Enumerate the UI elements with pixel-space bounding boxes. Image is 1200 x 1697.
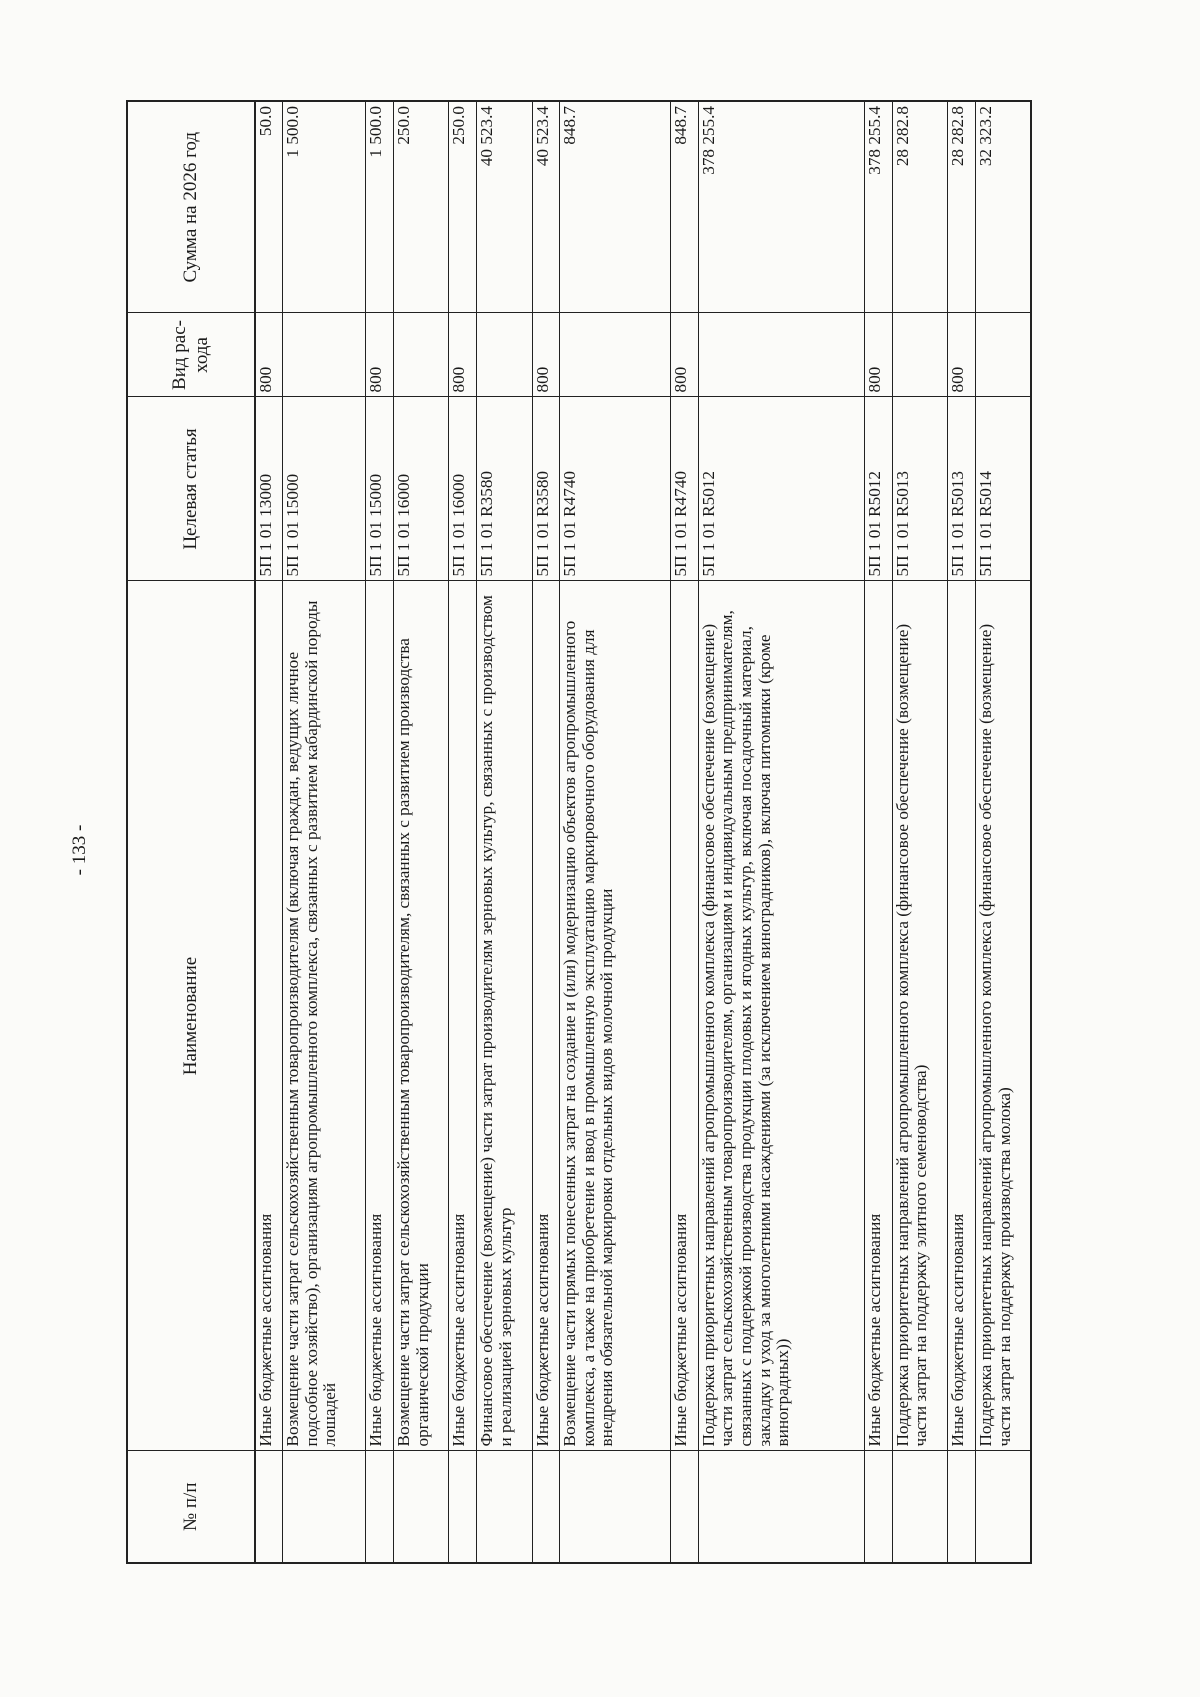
row-num-cell	[865, 1451, 893, 1563]
row-code-cell: 5П 1 01 R3580	[477, 397, 532, 581]
row-code-cell: 5П 1 01 R5014	[975, 397, 1031, 581]
row-name-cell: Поддержка приоритетных направлений агропромышленного комплекса (финансовое обеспечение (возмещение) части затрат на поддержку производства молока)	[975, 581, 1031, 1451]
table-row	[560, 101, 671, 1563]
table-row	[477, 101, 532, 1563]
row-num-cell	[283, 1451, 366, 1563]
row-vid-cell: 800	[948, 313, 976, 397]
row-num-cell	[975, 1451, 1031, 1563]
row-name-cell: Иные бюджетные ассигнования	[449, 581, 477, 1451]
row-sum-cell: 1 500.0	[283, 101, 366, 313]
table-row	[283, 101, 366, 1563]
col-header-name: Наименование	[127, 581, 255, 1451]
row-sum-cell: 848.7	[560, 101, 671, 313]
row-num-cell	[449, 1451, 477, 1563]
row-vid-cell: 800	[255, 313, 283, 397]
row-num-cell	[698, 1451, 864, 1563]
row-vid-cell	[975, 313, 1031, 397]
col-header-sum: Сумма на 2026 год	[127, 101, 255, 313]
table-body	[255, 101, 1031, 1563]
row-num-cell	[671, 1451, 699, 1563]
row-code-cell: 5П 1 01 R4740	[671, 397, 699, 581]
row-sum-cell: 848.7	[671, 101, 699, 313]
row-name-cell: Возмещение части затрат сельскохозяйственным товаропроизводителям, связанных с развитием производства органической продукции	[394, 581, 449, 1451]
row-vid-cell: 800	[532, 313, 560, 397]
row-vid-cell: 800	[449, 313, 477, 397]
row-sum-cell: 28 282.8	[948, 101, 976, 313]
row-vid-cell: 800	[671, 313, 699, 397]
row-name-cell: Возмещение части прямых понесенных затрат на создание и (или) модернизацию объектов агропромышленного комплекса, а также на приобретение и ввод в промышленную эксплуатацию маркировочного оборудования для внедрения обязательной маркировки отдельных видов молочной продукции	[560, 581, 671, 1451]
row-num-cell	[477, 1451, 532, 1563]
row-name-cell: Иные бюджетные ассигнования	[671, 581, 699, 1451]
table-row	[449, 101, 477, 1563]
row-name-cell: Иные бюджетные ассигнования	[865, 581, 893, 1451]
row-name-cell: Иные бюджетные ассигнования	[255, 581, 283, 1451]
row-name-cell: Финансовое обеспечение (возмещение) части затрат производителям зерновых культур, связанных с производством и реализацией зерновых культур	[477, 581, 532, 1451]
row-code-cell: 5П 1 01 16000	[449, 397, 477, 581]
table-row	[255, 101, 283, 1563]
col-header-num: № п/п	[127, 1451, 255, 1563]
table-row	[948, 101, 976, 1563]
row-num-cell	[255, 1451, 283, 1563]
row-vid-cell: 800	[865, 313, 893, 397]
col-header-code: Целевая статья	[127, 397, 255, 581]
row-code-cell: 5П 1 01 R4740	[560, 397, 671, 581]
table-row	[698, 101, 864, 1563]
row-name-cell: Поддержка приоритетных направлений агропромышленного комплекса (финансовое обеспечение (возмещение) части затрат сельскохозяйственным товаропроизводителям, организациям и индивидуальным предпринимателям, связанных с поддержкой производства продукции плодовых и ягодных культур, включая посадочный материал, закладку и уход за многолетними насаждениями (за исключением виноградников), включая питомники (кроме виноградных))	[698, 581, 864, 1451]
row-code-cell: 5П 1 01 15000	[366, 397, 394, 581]
row-sum-cell: 40 523.4	[532, 101, 560, 313]
page-number: - 133 -	[69, 824, 90, 876]
row-vid-cell	[698, 313, 864, 397]
row-num-cell	[560, 1451, 671, 1563]
row-vid-cell	[283, 313, 366, 397]
row-code-cell: 5П 1 01 R5013	[892, 397, 947, 581]
row-sum-cell: 1 500.0	[366, 101, 394, 313]
row-code-cell: 5П 1 01 R3580	[532, 397, 560, 581]
row-name-cell: Иные бюджетные ассигнования	[532, 581, 560, 1451]
row-name-cell: Поддержка приоритетных направлений агропромышленного комплекса (финансовое обеспечение (возмещение) части затрат на поддержку элитного семеноводства)	[892, 581, 947, 1451]
row-code-cell: 5П 1 01 R5012	[865, 397, 893, 581]
budget-table	[126, 100, 1032, 1564]
row-num-cell	[892, 1451, 947, 1563]
row-code-cell: 5П 1 01 13000	[255, 397, 283, 581]
row-sum-cell: 378 255.4	[698, 101, 864, 313]
row-num-cell	[532, 1451, 560, 1563]
row-sum-cell: 250.0	[394, 101, 449, 313]
row-vid-cell	[394, 313, 449, 397]
row-code-cell: 5П 1 01 16000	[394, 397, 449, 581]
table-row	[394, 101, 449, 1563]
row-sum-cell: 378 255.4	[865, 101, 893, 313]
row-sum-cell: 50.0	[255, 101, 283, 313]
table-row	[366, 101, 394, 1563]
row-vid-cell: 800	[366, 313, 394, 397]
row-code-cell: 5П 1 01 R5013	[948, 397, 976, 581]
table-row	[975, 101, 1031, 1563]
row-vid-cell	[892, 313, 947, 397]
row-code-cell: 5П 1 01 15000	[283, 397, 366, 581]
row-code-cell: 5П 1 01 R5012	[698, 397, 864, 581]
row-name-cell: Иные бюджетные ассигнования	[948, 581, 976, 1451]
row-name-cell: Иные бюджетные ассигнования	[366, 581, 394, 1451]
row-num-cell	[948, 1451, 976, 1563]
table-row	[892, 101, 947, 1563]
row-vid-cell	[477, 313, 532, 397]
row-num-cell	[394, 1451, 449, 1563]
row-name-cell: Возмещение части затрат сельскохозяйственным товаропроизводителям (включая граждан, ведущих личное подсобное хозяйство), организациям агропромышленного комплекса, связанных с развитием кабардинской породы лошадей	[283, 581, 366, 1451]
row-sum-cell: 40 523.4	[477, 101, 532, 313]
table-row	[671, 101, 699, 1563]
budget-table-container	[126, 102, 1032, 1564]
table-row	[865, 101, 893, 1563]
row-sum-cell: 250.0	[449, 101, 477, 313]
row-sum-cell: 32 323.2	[975, 101, 1031, 313]
row-num-cell	[366, 1451, 394, 1563]
col-header-vid: Вид рас- хода	[127, 313, 255, 397]
row-vid-cell	[560, 313, 671, 397]
row-sum-cell: 28 282.8	[892, 101, 947, 313]
table-header-row	[127, 101, 255, 1563]
table-row	[532, 101, 560, 1563]
